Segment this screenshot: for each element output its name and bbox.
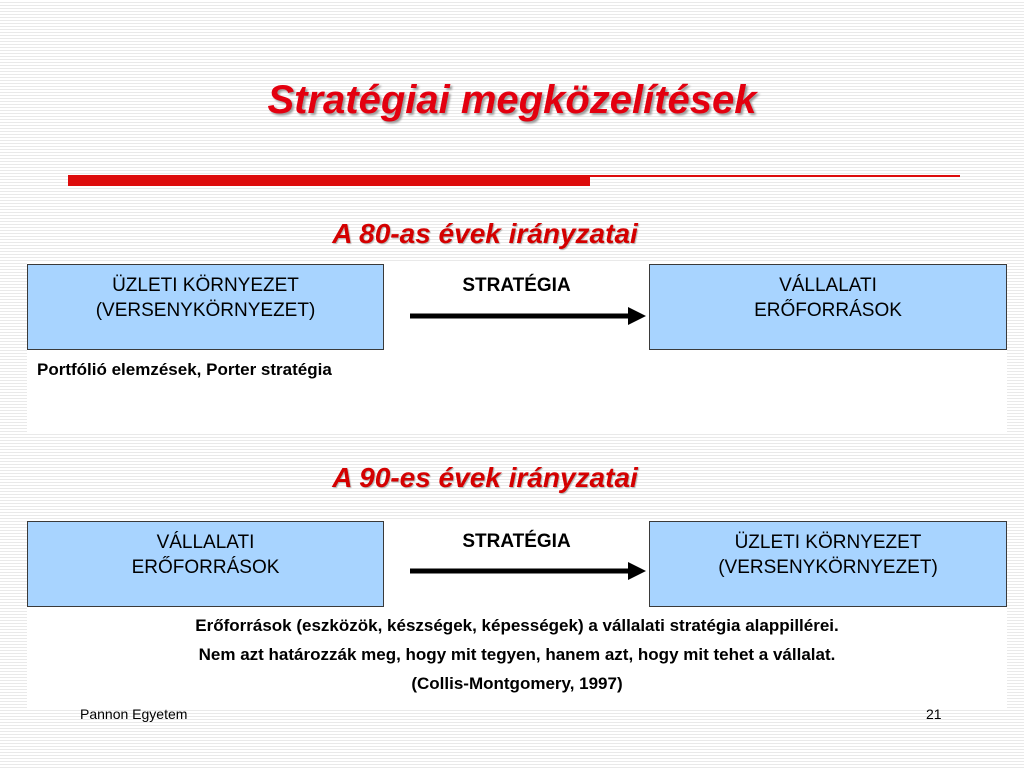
box-line: ÜZLETI KÖRNYEZET [112, 275, 299, 296]
title-underline-thick [68, 175, 590, 186]
section-90s-business-environment-box [649, 521, 1007, 607]
title-underline-thin [590, 175, 960, 177]
section-80s-arrow-icon [408, 304, 648, 328]
note-line: Erőforrások (eszközök, készségek, képességek) a vállalati stratégia alappillérei. [195, 616, 839, 635]
section-90s-strategy-label: STRATÉGIA [462, 531, 571, 552]
box-line: (VERSENYKÖRNYEZET) [95, 300, 316, 321]
box-line: ERŐFORRÁSOK [131, 557, 280, 578]
box-line: ÜZLETI KÖRNYEZET [734, 532, 922, 553]
section-90s-heading: A 90-es évek irányzatai [332, 462, 638, 493]
box-line: VÁLLALATI [156, 532, 255, 553]
slide-title: Stratégiai megközelítések [267, 78, 757, 122]
footer-page-number: 21 [926, 706, 942, 722]
box-line: VÁLLALATI [779, 275, 877, 296]
section-80s-strategy-label: STRATÉGIA [462, 275, 571, 296]
footer-organization: Pannon Egyetem [80, 706, 188, 722]
section-80s-note: Portfólió elemzések, Porter stratégia [37, 360, 332, 379]
note-line: (Collis-Montgomery, 1997) [411, 674, 623, 693]
section-90s-arrow-icon [408, 559, 648, 583]
section-80s-heading: A 80-as évek irányzatai [332, 218, 638, 249]
section-90s-company-resources-box [27, 521, 384, 607]
box-line: (VERSENYKÖRNYEZET) [718, 557, 938, 578]
section-80s-business-environment-box [27, 264, 384, 350]
note-line: Nem azt határozzák meg, hogy mit tegyen, hanem azt, hogy mit tehet a vállalat. [198, 645, 836, 664]
box-line: ERŐFORRÁSOK [754, 300, 902, 321]
section-90s-notes [27, 611, 1007, 698]
section-80s-company-resources-box [649, 264, 1007, 350]
